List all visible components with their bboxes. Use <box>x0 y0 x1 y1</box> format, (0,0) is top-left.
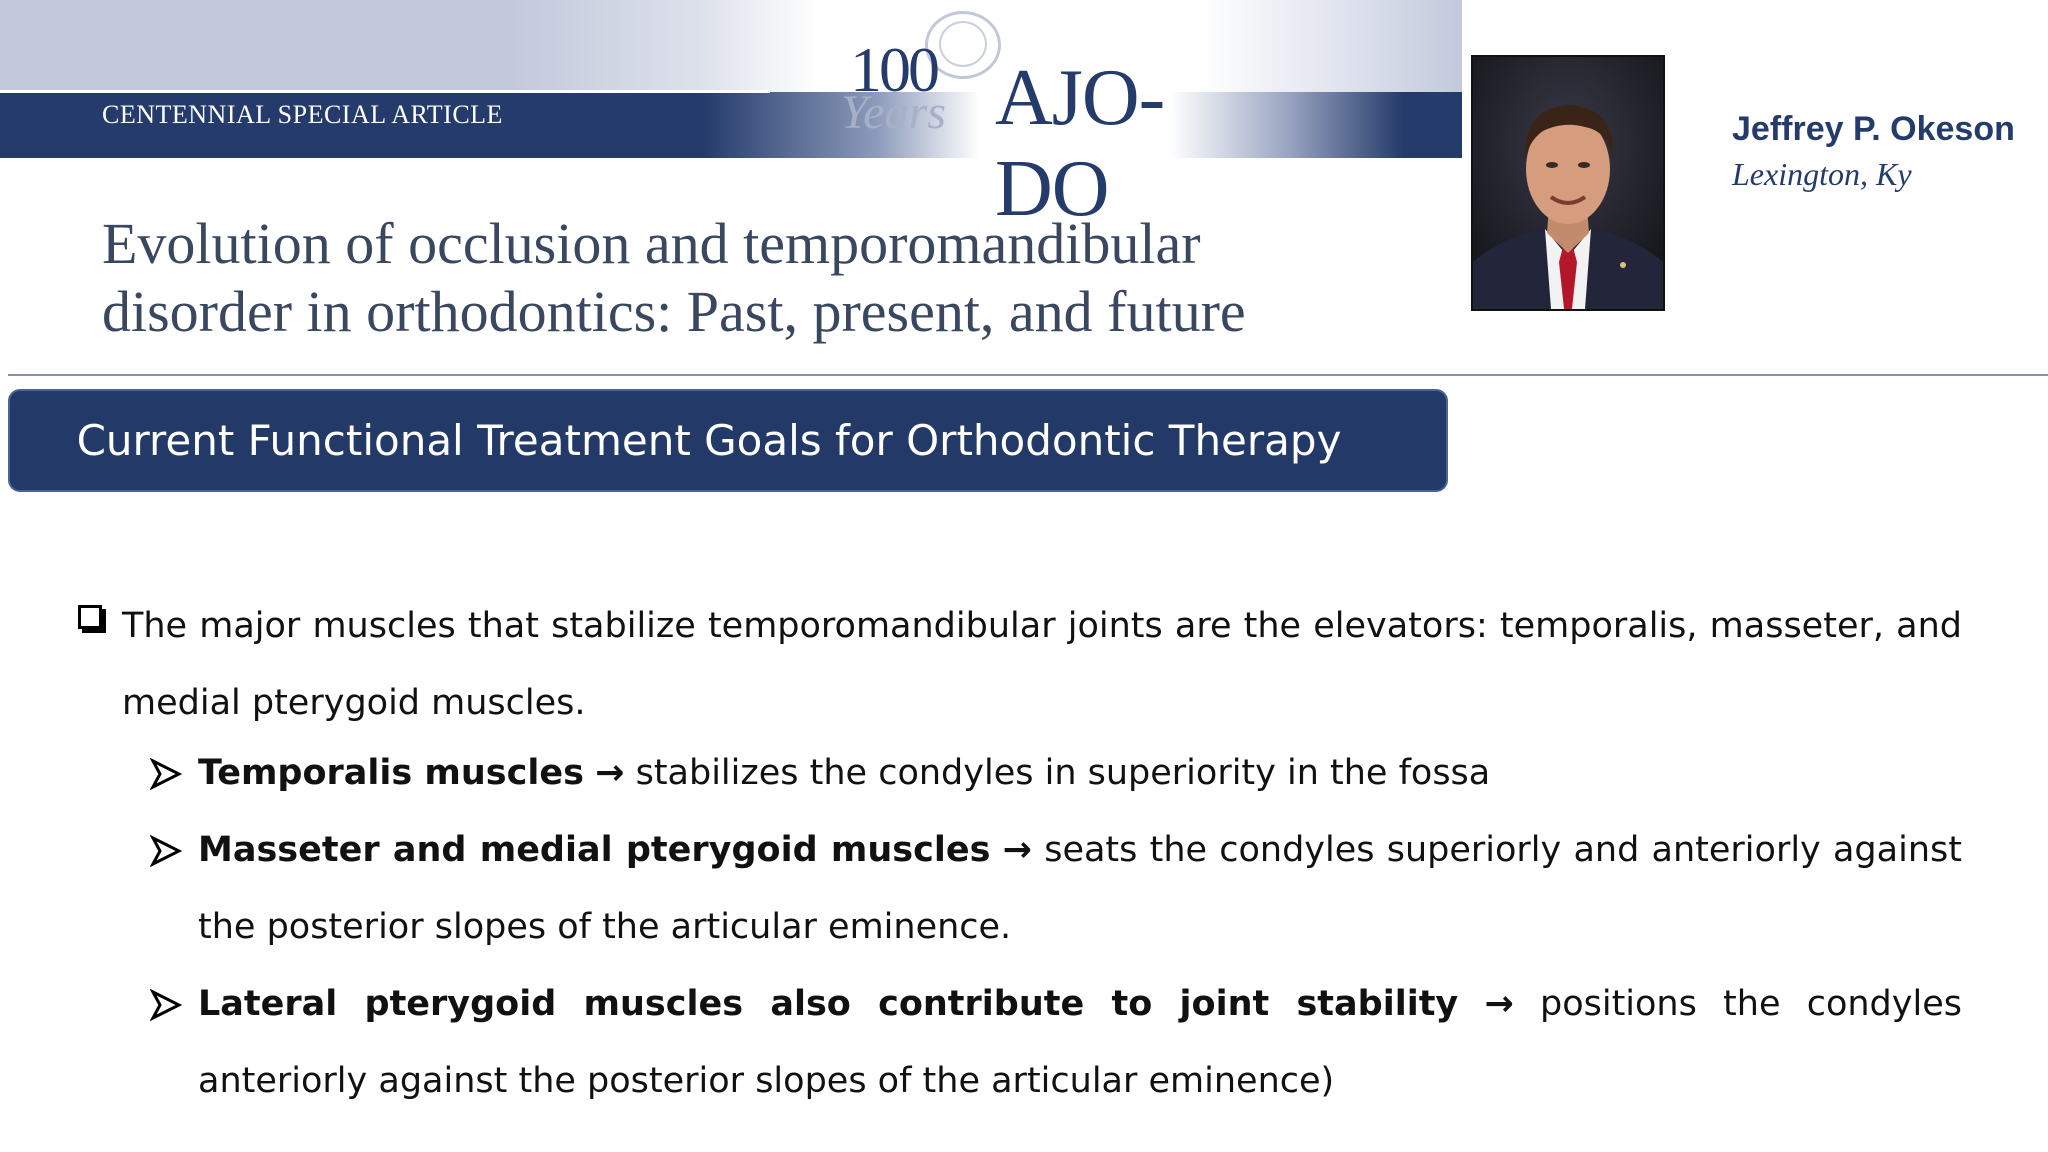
paper-title-line-2: disorder in orthodontics: Past, present, and future <box>102 279 1246 344</box>
sub-point-3-text: positions the condyles anteriorly against the posterior slopes of the articular eminence) <box>198 984 1962 1101</box>
paper-title <box>102 210 1402 346</box>
sub-point-1-text: stabilizes the condyles in superiority in the fossa <box>635 753 1491 793</box>
section-heading-box <box>8 389 1448 492</box>
logo-journal-name: AJO-DO <box>995 54 1165 233</box>
logo-number: 100 <box>850 34 937 105</box>
sub-point-1 <box>198 735 1962 812</box>
banner-divider-line <box>0 90 770 93</box>
author-portrait <box>1471 55 1665 311</box>
header-divider <box>8 374 2048 376</box>
section-heading: Current Functional Treatment Goals for Orthodontic Therapy <box>76 416 1342 465</box>
sub-point-1-arrow: → <box>595 753 625 793</box>
portrait-photo-icon <box>1473 57 1663 309</box>
logo-swirl-inner-icon <box>939 21 987 67</box>
logo-years: Years <box>841 86 946 139</box>
paper-title-line-1: Evolution of occlusion and temporomandibular <box>102 211 1201 276</box>
sub-point-3-arrow: → <box>1484 984 1514 1024</box>
checkbox-bullet-icon <box>78 605 102 629</box>
author-location: Lexington, Ky <box>1732 156 1912 192</box>
arrowhead-bullet-icon <box>150 758 182 790</box>
journal-logo <box>835 5 1275 233</box>
sub-point-1-term: Temporalis muscles <box>198 753 584 793</box>
sub-point-2-arrow: → <box>1002 830 1032 870</box>
sub-point-2-term: Masseter and medial pterygoid muscles <box>198 830 991 870</box>
sub-point-2 <box>198 812 1962 966</box>
sub-point-2-text: seats the condyles superiorly and anteriorly against the posterior slopes of the articular eminence. <box>198 830 1962 947</box>
author-name: Jeffrey P. Okeson <box>1732 110 2015 148</box>
main-point: The major muscles that stabilize temporomandibular joints are the elevators: temporalis, masseter, and medial pterygoid muscles. <box>122 606 1962 723</box>
sub-point-3 <box>198 966 1962 1120</box>
sub-point-3-term: Lateral pterygoid muscles also contribute to joint stability <box>198 984 1459 1024</box>
arrowhead-bullet-icon <box>150 989 182 1021</box>
arrowhead-bullet-icon <box>150 835 182 867</box>
article-category-label: CENTENNIAL SPECIAL ARTICLE <box>102 100 503 129</box>
